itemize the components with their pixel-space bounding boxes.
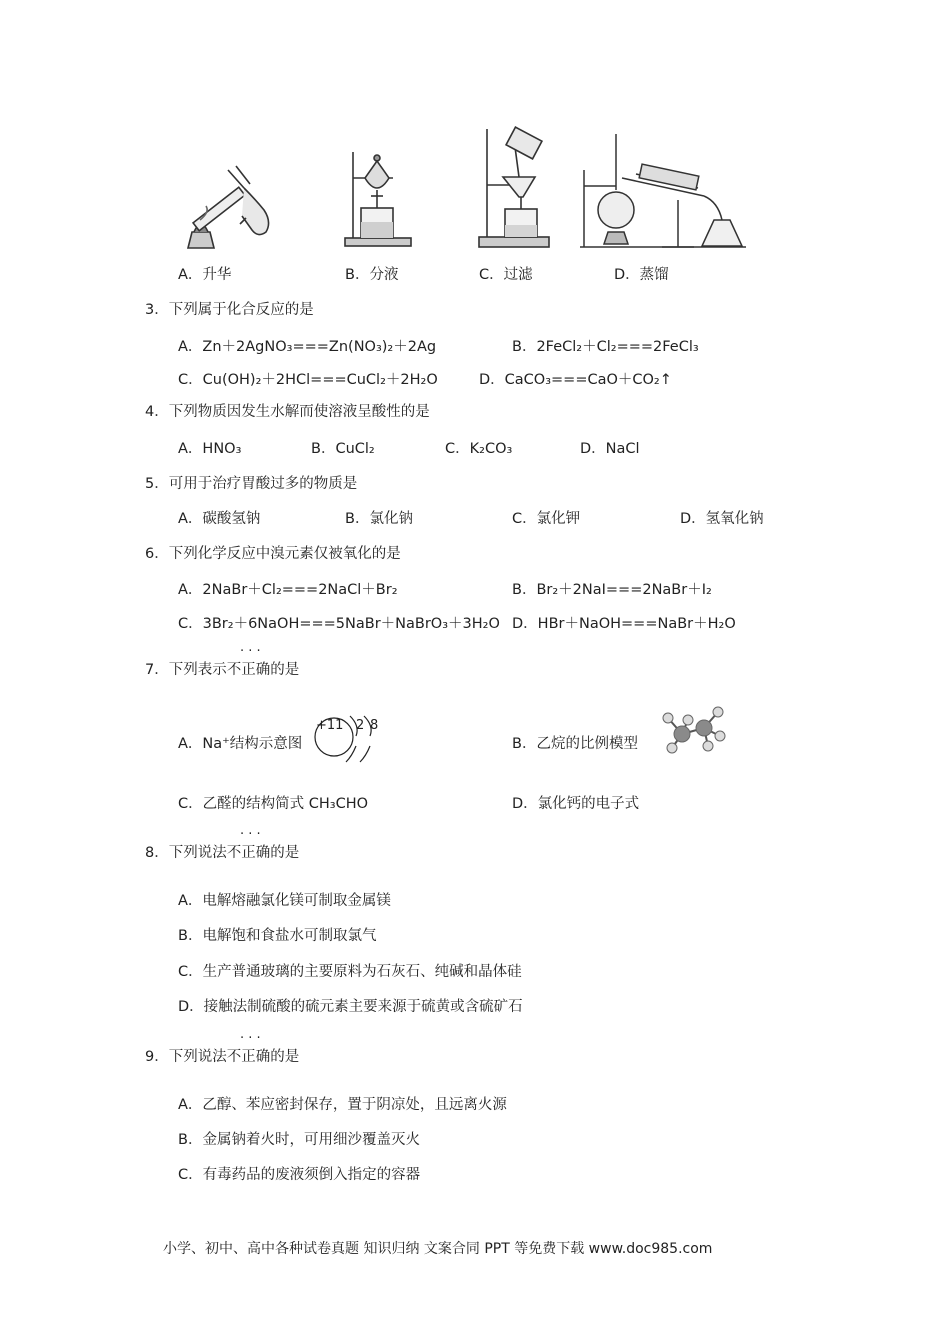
question-5	[145, 472, 357, 493]
question-stem: 下列说法不正确的是	[168, 1049, 300, 1065]
question-6-option-c: C．3Br₂＋6NaOH===5NaBr＋NaBrO₃＋3H₂O	[178, 616, 500, 632]
emphasis-dots: · · ·	[240, 644, 261, 659]
question-stem: 下列化学反应中溴元素仅被氧化的是	[168, 546, 401, 562]
question-3	[145, 298, 314, 319]
emphasis-dots: · · ·	[240, 827, 261, 842]
question-8	[145, 841, 299, 862]
question-5-option-a: A．碳酸氢钠	[178, 511, 261, 527]
question-6-option-b: B．Br₂＋2NaI===2NaBr＋I₂	[512, 582, 712, 598]
emphasis-dots: · · ·	[240, 1031, 261, 1046]
sublimation-apparatus-image	[180, 160, 280, 252]
question-stem: 下列属于化合反应的是	[168, 302, 314, 318]
question-4-option-b: B．CuCl₂	[311, 441, 375, 457]
page-footer: 小学、初中、高中各种试卷真题 知识归纳 文案合同 PPT 等免费下载 www.doc985.com	[163, 1241, 713, 1257]
question-number: 6．	[145, 546, 169, 562]
apparatus-label-c: C．过滤	[479, 267, 533, 283]
apparatus-label-d: D．蒸馏	[614, 267, 669, 283]
question-8-option-d: D．接触法制硫酸的硫元素主要来源于硫黄或含硫矿石	[178, 999, 523, 1015]
question-4	[145, 400, 430, 421]
question-9-option-c: C．有毒药品的废液须倒入指定的容器	[178, 1167, 421, 1183]
question-stem: 下列物质因发生水解而使溶液呈酸性的是	[168, 404, 430, 420]
question-5-option-b: B．氯化钠	[345, 511, 413, 527]
question-3-option-d: D．CaCO₃===CaO＋CO₂↑	[479, 372, 672, 388]
question-6	[145, 542, 401, 563]
question-7-option-d: D．氯化钙的电子式	[512, 796, 640, 812]
filtration-apparatus-image	[475, 125, 555, 250]
question-4-option-c: C．K₂CO₃	[445, 441, 513, 457]
question-stem: 下列说法不正确的是	[168, 845, 300, 861]
question-9	[145, 1045, 299, 1066]
question-number: 8．	[145, 845, 169, 861]
question-number: 9．	[145, 1049, 169, 1065]
question-8-option-b: B．电解饱和食盐水可制取氯气	[178, 928, 377, 944]
question-5-option-c: C．氯化钾	[512, 511, 581, 527]
question-9-option-a: A．乙醇、苯应密封保存，置于阴凉处，且远离火源	[178, 1097, 507, 1113]
ethane-ball-model-image	[658, 704, 730, 760]
apparatus-label-a: A．升华	[178, 267, 232, 283]
na-nucleus-charge: +11	[316, 718, 344, 733]
separatory-funnel-apparatus-image	[343, 150, 413, 250]
question-6-option-a: A．2NaBr＋Cl₂===2NaCl＋Br₂	[178, 582, 398, 598]
question-3-option-c: C．Cu(OH)₂＋2HCl===CuCl₂＋2H₂O	[178, 372, 438, 388]
question-7-option-a: A．Na⁺结构示意图	[178, 736, 303, 752]
question-6-option-d: D．HBr＋NaOH===NaBr＋H₂O	[512, 616, 736, 632]
question-3-option-b: B．2FeCl₂＋Cl₂===2FeCl₃	[512, 339, 699, 355]
question-number: 5．	[145, 476, 169, 492]
question-8-option-a: A．电解熔融氯化镁可制取金属镁	[178, 893, 391, 909]
question-5-option-d: D．氢氧化钠	[680, 511, 764, 527]
question-7-option-c: C．乙醛的结构简式 CH₃CHO	[178, 796, 369, 812]
apparatus-label-b: B．分液	[345, 267, 399, 283]
question-8-option-c: C．生产普通玻璃的主要原料为石灰石、纯碱和晶体硅	[178, 964, 522, 980]
question-7	[145, 658, 299, 679]
distillation-apparatus-image	[578, 130, 748, 252]
question-number: 7．	[145, 662, 169, 678]
question-number: 3．	[145, 302, 169, 318]
question-3-option-a: A．Zn＋2AgNO₃===Zn(NO₃)₂＋2Ag	[178, 339, 437, 355]
question-7-option-b: B．乙烷的比例模型	[512, 736, 638, 752]
question-4-option-d: D．NaCl	[580, 441, 640, 457]
question-stem: 下列表示不正确的是	[168, 662, 300, 678]
na-shell-1: 2	[356, 718, 365, 733]
na-shell-2: 8	[370, 718, 379, 733]
question-number: 4．	[145, 404, 169, 420]
question-4-option-a: A．HNO₃	[178, 441, 242, 457]
question-stem: 可用于治疗胃酸过多的物质是	[168, 476, 358, 492]
question-9-option-b: B．金属钠着火时，可用细沙覆盖灭火	[178, 1132, 420, 1148]
